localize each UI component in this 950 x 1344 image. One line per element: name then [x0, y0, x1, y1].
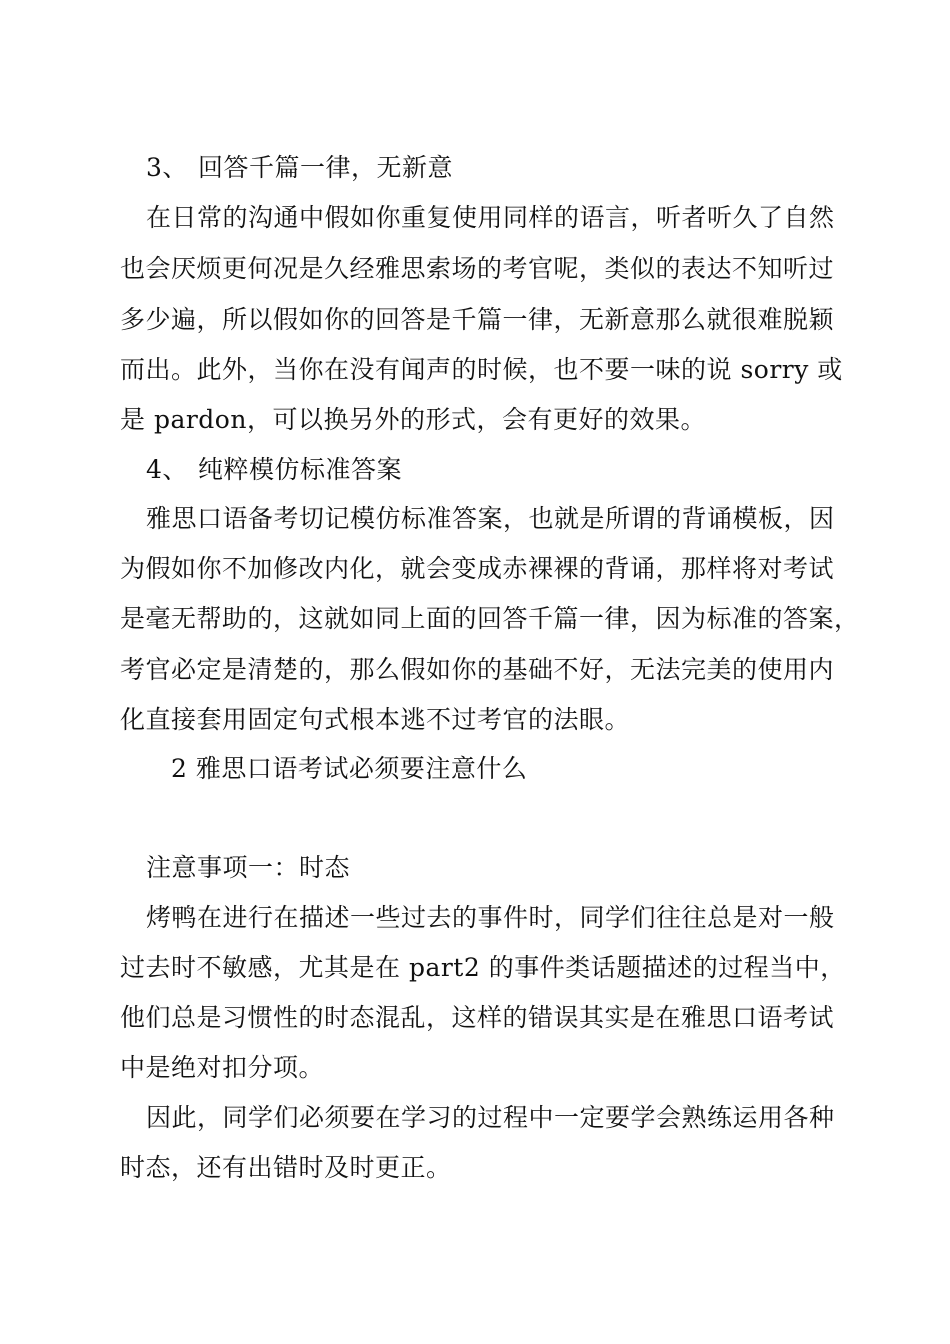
section-3-title: 回答千篇一律，无新意 [198, 153, 454, 182]
section-4-line-3: 是毫无帮助的，这就如同上面的回答千篇一律，因为标准的答案， [120, 604, 860, 633]
section-4-number: 4、 [146, 455, 188, 484]
note-1-para-1-line-1: 烤鸭在进行在描述一些过去的事件时，同学们往往总是对一般 [146, 903, 835, 932]
section-4-line-4: 考官必定是清楚的，那么假如你的基础不好，无法完美的使用内 [120, 655, 835, 684]
section-3-line-1: 在日常的沟通中假如你重复使用同样的语言，听者听久了自然 [146, 203, 835, 232]
section-3-line-5: 是 pardon，可以换另外的形式，会有更好的效果。 [120, 405, 706, 434]
section-3-number: 3、 [146, 153, 188, 182]
note-1-para-2-line-2: 时态，还有出错时及时更正。 [120, 1153, 452, 1182]
section-3-line-4: 而出。此外，当你在没有闻声的时候，也不要一味的说 sorry 或 [120, 355, 843, 384]
section-4-line-2: 为假如你不加修改内化，就会变成赤裸裸的背诵，那样将对考试 [120, 554, 835, 583]
note-1-para-2-line-1: 因此，同学们必须要在学习的过程中一定要学会熟练运用各种 [146, 1103, 835, 1132]
section-4-line-1: 雅思口语备考切记模仿标准答案，也就是所谓的背诵模板，因 [146, 504, 835, 533]
note-1-para-1-line-2: 过去时不敏感，尤其是在 part2 的事件类话题描述的过程当中， [120, 953, 846, 982]
section-4-title: 纯粹模仿标准答案 [198, 455, 403, 484]
section-3-line-3: 多少遍，所以假如你的回答是千篇一律，无新意那么就很难脱颖 [120, 305, 835, 334]
section-3-line-2: 也会厌烦更何况是久经雅思索场的考官呢，类似的表达不知听过 [120, 254, 835, 283]
note-1-para-1-line-4: 中是绝对扣分项。 [120, 1053, 325, 1082]
article-2-title: 2 雅思口语考试必须要注意什么 [171, 754, 528, 783]
section-3-heading [146, 153, 453, 183]
note-1-para-1-line-3: 他们总是习惯性的时态混乱，这样的错误其实是在雅思口语考试 [120, 1003, 835, 1032]
section-4-line-5: 化直接套用固定句式根本逃不过考官的法眼。 [120, 705, 631, 734]
note-1-title: 注意事项一：时态 [146, 853, 351, 882]
section-4-heading [146, 455, 402, 485]
